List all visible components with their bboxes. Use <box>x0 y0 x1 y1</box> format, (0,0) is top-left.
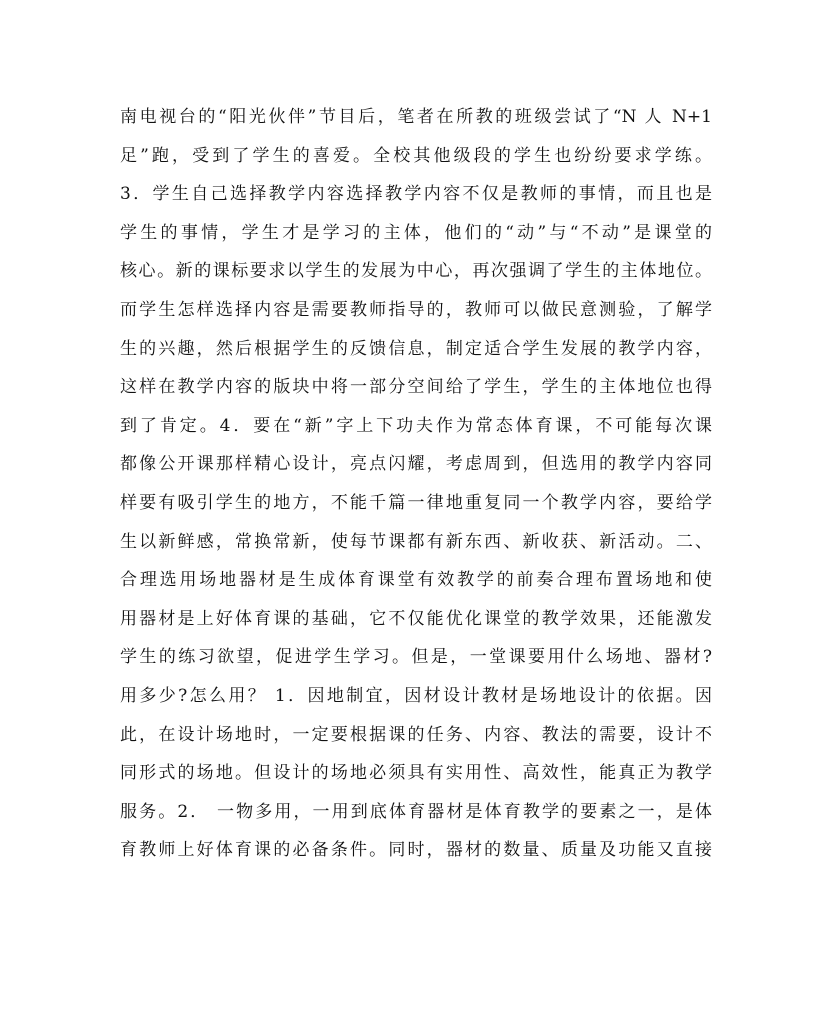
body-text <box>120 98 712 870</box>
text-line-13: 合理选用场地器材是生成体育课堂有效教学的前奏合理布置场地和使 <box>120 570 712 591</box>
text-line-5: 核心。新的课标要求以学生的发展为中心，再次强调了学生的主体地位。 <box>120 261 712 282</box>
text-line-10: 都像公开课那样精心设计，亮点闪耀，考虑周到，但选用的教学内容同 <box>120 454 712 475</box>
text-line-9: 到了肯定。4．要在“新”字上下功夫作为常态体育课，不可能每次课 <box>120 415 712 436</box>
text-line-3: 3．学生自己选择教学内容选择教学内容不仅是教师的事情，而且也是 <box>120 184 712 205</box>
text-line-8: 这样在教学内容的版块中将一部分空间给了学生，学生的主体地位也得 <box>120 377 712 398</box>
text-line-16: 用多少?怎么用？ 1．因地制宜，因材设计教材是场地设计的依据。因 <box>120 685 712 706</box>
text-line-19: 服务。2． 一物多用，一用到底体育器材是体育教学的要素之一，是体 <box>120 801 712 822</box>
text-line-14: 用器材是上好体育课的基础，它不仅能优化课堂的教学效果，还能激发 <box>120 608 712 629</box>
text-line-7: 生的兴趣，然后根据学生的反馈信息，制定适合学生发展的教学内容， <box>120 338 712 359</box>
text-line-12: 生以新鲜感，常换常新，使每节课都有新东西、新收获、新活动。二、 <box>120 531 712 552</box>
text-line-6: 而学生怎样选择内容是需要教师指导的，教师可以做民意测验，了解学 <box>120 299 712 320</box>
text-line-4: 学生的事情，学生才是学习的主体，他们的“动”与“不动”是课堂的 <box>120 222 712 243</box>
text-line-17: 此，在设计场地时，一定要根据课的任务、内容、教法的需要，设计不 <box>120 724 712 745</box>
text-line-11: 样要有吸引学生的地方，不能千篇一律地重复同一个教学内容，要给学 <box>120 492 712 513</box>
text-line-15: 学生的练习欲望，促进学生学习。但是，一堂课要用什么场地、器材? <box>120 647 712 668</box>
text-line-1: 南电视台的“阳光伙伴”节目后，笔者在所教的班级尝试了“N 人 N+1 <box>120 107 712 127</box>
text-line-2: 足”跑，受到了学生的喜爱。全校其他级段的学生也纷纷要求学练。 <box>120 145 712 166</box>
text-line-18: 同形式的场地。但设计的场地必须具有实用性、高效性，能真正为教学 <box>120 763 712 784</box>
text-line-20: 育教师上好体育课的必备条件。同时，器材的数量、质量及功能又直接 <box>120 840 712 861</box>
